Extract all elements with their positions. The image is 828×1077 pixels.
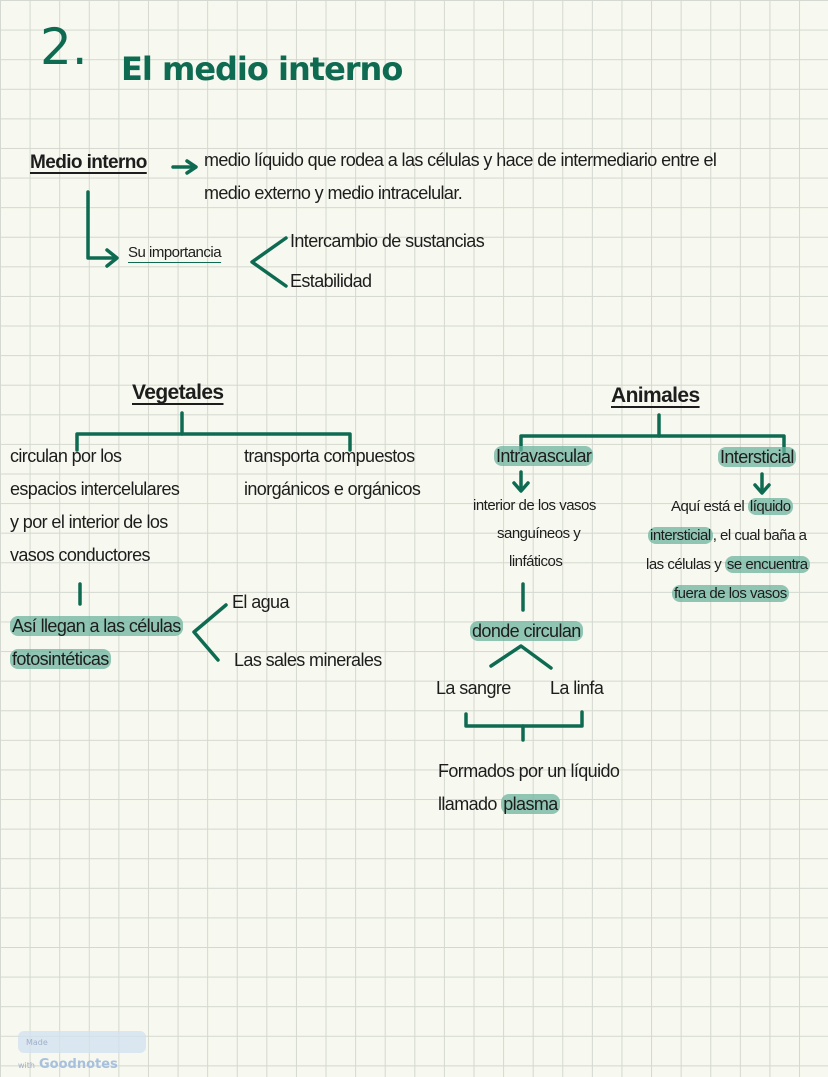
definition-line-1: medio líquido que rodea a las células y hace de intermediario entre el xyxy=(204,150,717,170)
label-donde-circulan: donde circulan xyxy=(472,621,581,641)
item-la-sangre: La sangre xyxy=(436,678,511,698)
intravascular-desc-1: interior de los vasos xyxy=(473,497,596,514)
formados-line-2: llamado plasma xyxy=(438,794,558,814)
vegetales-left-4: vasos conductores xyxy=(10,545,150,565)
arrow-su-importancia xyxy=(88,192,115,258)
vegetales-left-2: espacios intercelulares xyxy=(10,479,180,499)
intravascular-desc-2: sanguíneos y xyxy=(497,525,581,542)
vegetales-left-1: circulan por los xyxy=(10,446,122,466)
importance-item-2: Estabilidad xyxy=(290,271,372,291)
vegetales-item-agua: El agua xyxy=(232,592,289,612)
vegetales-result-2: fotosintéticas xyxy=(12,649,109,669)
intersticial-line-2: intersticial , el cual baña a xyxy=(650,527,807,544)
goodnotes-badge xyxy=(18,1031,146,1072)
vegetales-right-2: inorgánicos e orgánicos xyxy=(244,479,421,499)
label-intravascular: Intravascular xyxy=(496,446,592,466)
bracket-vegetales xyxy=(194,605,226,660)
section-number: 2. xyxy=(40,18,88,76)
item-la-linfa: La linfa xyxy=(550,678,604,698)
intravascular-desc-3: linfáticos xyxy=(509,553,563,570)
vegetales-right-1: transporta compuestos xyxy=(244,446,415,466)
intersticial-line-1: Aquí está el líquido xyxy=(671,498,791,515)
bracket-importancia xyxy=(252,238,286,286)
made-with-label: Made with xyxy=(18,1038,48,1070)
goodnotes-logo: Goodnotes xyxy=(38,1057,118,1072)
highlight-plasma: plasma xyxy=(503,794,558,814)
caret-circulan xyxy=(491,646,551,668)
intersticial-line-4: fuera de los vasos xyxy=(674,585,787,602)
vegetales-result-1: Así llegan a las células xyxy=(12,616,181,636)
definition-line-2: medio externo y medio intracelular. xyxy=(204,183,463,203)
intersticial-line-3: las células y se encuentra xyxy=(646,556,808,573)
label-su-importancia: Su importancia xyxy=(128,244,222,261)
bracket-sangre-linfa xyxy=(466,712,582,726)
importance-item-1: Intercambio de sustancias xyxy=(290,231,485,251)
heading-animales: Animales xyxy=(611,384,700,407)
vegetales-item-sales: Las sales minerales xyxy=(234,650,382,670)
vegetales-left-3: y por el interior de los xyxy=(10,512,168,532)
page-title: El medio interno xyxy=(121,50,403,88)
heading-vegetales: Vegetales xyxy=(132,381,224,404)
formados-line-1: Formados por un líquido xyxy=(438,761,620,781)
label-intersticial: Intersticial xyxy=(720,447,794,467)
term-medio-interno: Medio interno xyxy=(30,152,147,173)
